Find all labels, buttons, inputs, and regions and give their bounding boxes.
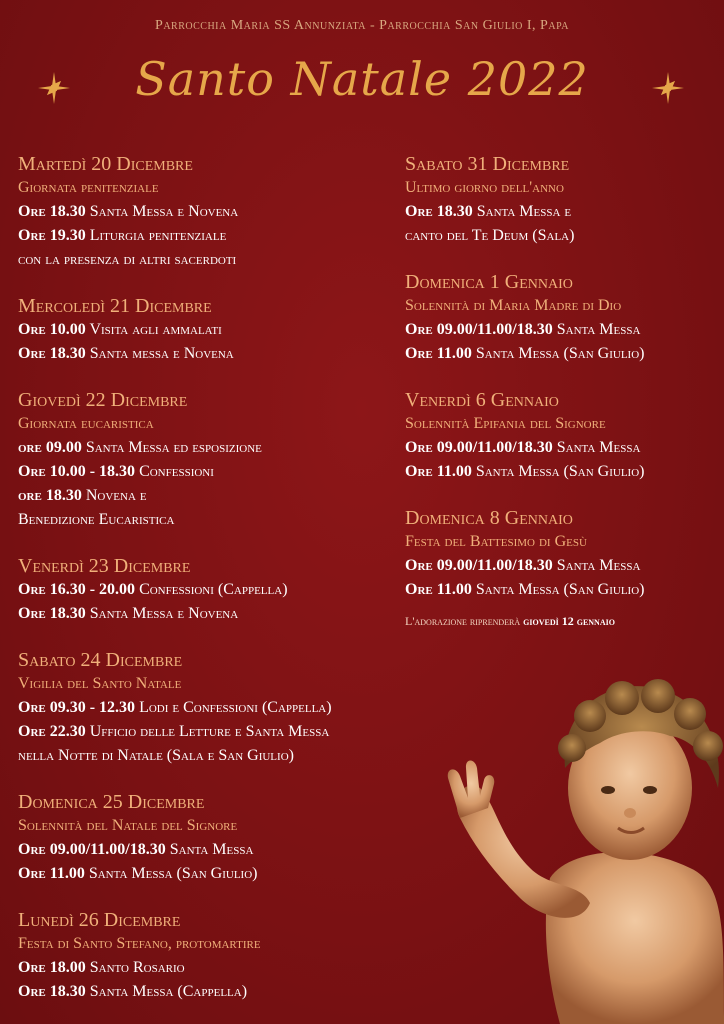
day-heading: Martedì 20 Dicembre [18, 153, 193, 175]
section-spacer [18, 272, 438, 294]
right-schedule-column [405, 152, 715, 629]
schedule-description: Santa Messa e Novena [89, 605, 239, 622]
schedule-section [405, 152, 715, 248]
day-subtitle: Solennità Epifania del Signore [405, 415, 606, 432]
day-subtitle: Giornata eucaristica [18, 415, 154, 432]
schedule-line [18, 460, 438, 484]
section-spacer [18, 532, 438, 554]
day-subtitle: Festa del Battesimo di Gesù [405, 533, 587, 550]
schedule-description: Santa Messa (San Giulio) [475, 345, 645, 362]
schedule-description: Santa Messa (San Giulio) [88, 865, 258, 882]
schedule-line [18, 508, 438, 532]
schedule-line [18, 248, 438, 272]
schedule-time: Ore 09.00/11.00/18.30 [405, 557, 553, 574]
schedule-line [18, 224, 438, 248]
parish-header: Parrocchia Maria SS Annunziata - Parrocchia San Giulio I, Papa [155, 18, 569, 33]
schedule-description: Santa messa e Novena [89, 345, 234, 362]
day-heading: Lunedì 26 Dicembre [18, 909, 181, 931]
schedule-description: Benedizione Eucaristica [18, 511, 175, 528]
day-heading: Venerdì 6 Gennaio [405, 389, 559, 411]
schedule-section [405, 506, 715, 602]
schedule-time: Ore 10.00 - 18.30 [18, 463, 136, 480]
schedule-line [18, 980, 438, 1004]
schedule-description: Santa Messa [556, 557, 641, 574]
schedule-time: Ore 10.00 [18, 321, 86, 338]
schedule-time: Ore 09.30 - 12.30 [18, 699, 136, 716]
schedule-time: Ore 18.30 [18, 605, 86, 622]
schedule-time: ore 18.30 [18, 487, 82, 504]
schedule-description: Ufficio delle Letture e Santa Messa [89, 723, 330, 740]
schedule-line [405, 342, 715, 366]
adoration-note-text: L'adorazione riprenderà [405, 614, 521, 628]
schedule-section [18, 908, 438, 1004]
day-subtitle: Vigilia del Santo Natale [18, 675, 182, 692]
schedule-line [18, 436, 438, 460]
schedule-description: nella Notte di Natale (Sala e San Giulio) [18, 747, 294, 764]
schedule-line [18, 696, 438, 720]
schedule-line [405, 436, 715, 460]
schedule-time: Ore 18.00 [18, 959, 86, 976]
schedule-description: Confessioni (Cappella) [139, 581, 288, 598]
adoration-note-date: giovedì 12 gennaio [523, 614, 615, 628]
schedule-description: Visita agli ammalati [89, 321, 222, 338]
schedule-time: Ore 22.30 [18, 723, 86, 740]
schedule-section [18, 152, 438, 272]
schedule-description: con la presenza di altri sacerdoti [18, 251, 237, 268]
schedule-section [405, 270, 715, 366]
day-subtitle: Solennità di Maria Madre di Dio [405, 297, 622, 314]
adoration-note [405, 614, 715, 629]
day-heading: Sabato 24 Dicembre [18, 649, 183, 671]
page-title: Santo Natale 2022 [135, 52, 589, 106]
sparkle-star-icon [652, 72, 684, 104]
schedule-line [18, 720, 438, 744]
schedule-section [18, 554, 438, 626]
section-spacer [405, 248, 715, 270]
day-subtitle: Ultimo giorno dell'anno [405, 179, 564, 196]
schedule-description: Santa Messa e Novena [89, 203, 239, 220]
schedule-line [18, 602, 438, 626]
day-heading: Venerdì 23 Dicembre [18, 555, 191, 577]
schedule-time: Ore 11.00 [405, 345, 472, 362]
schedule-section [18, 388, 438, 532]
day-heading: Domenica 1 Gennaio [405, 271, 573, 293]
left-schedule-column [18, 152, 438, 1004]
schedule-line [405, 554, 715, 578]
schedule-description: Santa Messa (San Giulio) [475, 581, 645, 598]
day-heading: Domenica 25 Dicembre [18, 791, 205, 813]
schedule-line [18, 578, 438, 602]
schedule-line [18, 744, 438, 768]
schedule-line [18, 484, 438, 508]
schedule-time: Ore 11.00 [405, 581, 472, 598]
schedule-line [18, 862, 438, 886]
schedule-section [18, 648, 438, 768]
schedule-description: canto del Te Deum (Sala) [405, 227, 575, 244]
schedule-time: Ore 09.00/11.00/18.30 [405, 321, 553, 338]
schedule-description: Novena e [85, 487, 147, 504]
schedule-line [18, 200, 438, 224]
schedule-description: Liturgia penitenziale [89, 227, 227, 244]
schedule-description: Santo Rosario [89, 959, 185, 976]
schedule-time: Ore 11.00 [18, 865, 85, 882]
day-heading: Mercoledì 21 Dicembre [18, 295, 212, 317]
day-subtitle: Solennità del Natale del Signore [18, 817, 238, 834]
day-subtitle: Festa di Santo Stefano, protomartire [18, 935, 261, 952]
section-spacer [18, 768, 438, 790]
schedule-line [18, 956, 438, 980]
schedule-time: Ore 18.30 [405, 203, 473, 220]
schedule-time: Ore 09.00/11.00/18.30 [18, 841, 166, 858]
day-heading: Sabato 31 Dicembre [405, 153, 570, 175]
section-spacer [18, 626, 438, 648]
schedule-time: Ore 09.00/11.00/18.30 [405, 439, 553, 456]
schedule-time: Ore 18.30 [18, 345, 86, 362]
schedule-time: Ore 16.30 - 20.00 [18, 581, 136, 598]
schedule-section [405, 388, 715, 484]
schedule-description: Santa Messa (Cappella) [89, 983, 248, 1000]
schedule-time: Ore 19.30 [18, 227, 86, 244]
schedule-description: Santa Messa e [476, 203, 572, 220]
day-heading: Giovedì 22 Dicembre [18, 389, 188, 411]
schedule-line [18, 342, 438, 366]
day-heading: Domenica 8 Gennaio [405, 507, 573, 529]
schedule-line [18, 318, 438, 342]
schedule-description: Confessioni [139, 463, 214, 480]
section-spacer [18, 886, 438, 908]
schedule-description: Santa Messa [169, 841, 254, 858]
schedule-time: Ore 11.00 [405, 463, 472, 480]
schedule-description: Santa Messa (San Giulio) [475, 463, 645, 480]
schedule-line [405, 460, 715, 484]
schedule-description: Santa Messa ed esposizione [85, 439, 262, 456]
schedule-description: Santa Messa [556, 321, 641, 338]
section-spacer [405, 484, 715, 506]
schedule-section [18, 294, 438, 366]
section-spacer [18, 366, 438, 388]
schedule-line [405, 318, 715, 342]
section-spacer [405, 366, 715, 388]
schedule-section [18, 790, 438, 886]
schedule-line [405, 224, 715, 248]
schedule-line [405, 200, 715, 224]
schedule-time: Ore 18.30 [18, 983, 86, 1000]
schedule-description: Lodi e Confessioni (Cappella) [139, 699, 332, 716]
schedule-line [405, 578, 715, 602]
day-subtitle: Giornata penitenziale [18, 179, 159, 196]
schedule-time: ore 09.00 [18, 439, 82, 456]
schedule-line [18, 838, 438, 862]
baby-jesus-statue-image [440, 668, 724, 1024]
schedule-description: Santa Messa [556, 439, 641, 456]
schedule-time: Ore 18.30 [18, 203, 86, 220]
